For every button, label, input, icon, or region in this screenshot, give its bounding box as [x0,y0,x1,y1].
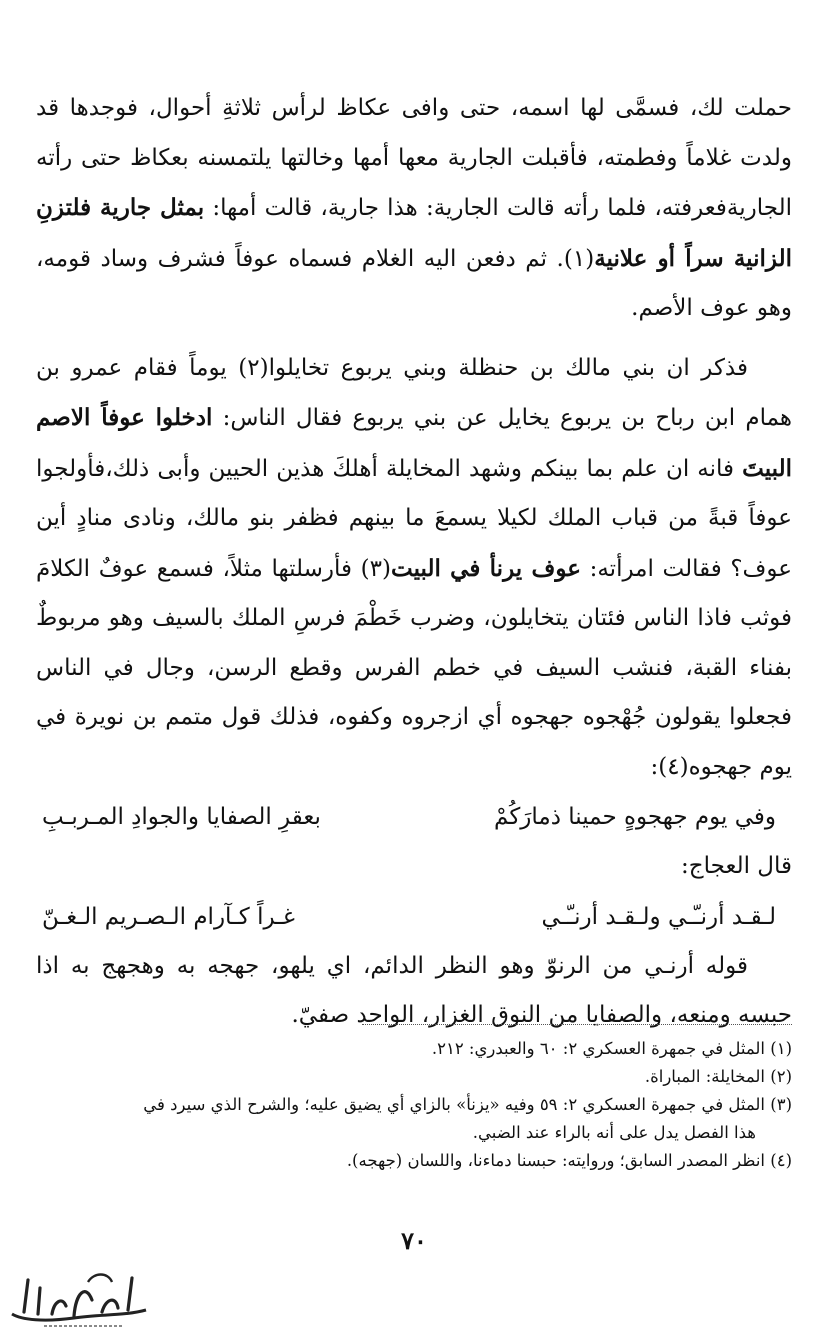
proverb-2: عوف يرنأ في البيت [390,554,581,582]
verse-2-second-hemistich: غـراً كـآرام الـصـريم الـغـنّ [42,903,295,930]
proverb-1: بمثل جارية فلتزنِ الزانية سراً أو علانية [36,194,792,272]
footnote-3-continuation: هذا الفصل يدل على أنه بالراء عند الضبي. [472,1123,756,1142]
footnotes [36,1024,792,1175]
verse-1 [36,792,792,842]
paragraph-3: قوله أرنـي من الرنوّ وهو النظر الدائم، اي يلهو، جهجه به وهجهج به اذا حبسه ومنعه، والصفايا من النوق الغزار، الواحد صفيّ. [36,952,792,1028]
footnote-2: (٢) المخايلة: المباراة. [644,1067,792,1086]
verse-1-first-hemistich: وفي يوم جهجوهٍ حمينا ذمارَكُمْ [494,804,776,830]
footnote-separator [362,1024,792,1025]
verse-2 [36,892,792,942]
footnote-1: (١) المثل في جمهرة العسكري ٢: ٦٠ والعبدري: ٢١٢. [431,1039,792,1058]
quote-bold-1: ادخلوا عوفاً الاصم البيتَ [36,404,792,482]
footnote-3: (٣) المثل في جمهرة العسكري ٢: ٥٩ وفيه «يزنأ» بالزاي أي يضيق عليه؛ والشرح الذي سيرد في [143,1095,792,1114]
paragraph-2-middle: فانه ان علم بما بينكم وشهد المخايلة أهلكَ هذين الحيين وأبى ذلك،فأولجوا عوفاً قبةً من قباب الملك لكيلا يسمعَ ما بينهم فظفر بنو مالك، ونادى منادٍ أين عوف؟ فقالت امرأته: [36,455,793,582]
main-text [36,84,792,1041]
paragraph-1-text: حملت لك، فسمَّى لها اسمه، حتى وافى عكاظ لرأس ثلاثةِ أحوال، فوجدها قد ولدت غلاماً وفطمته، فأقبلت الجارية معها أمها وخالتها يلتمسنه بعكاظ حتى رأته الجاريةفعرفته، فلما رأته قالت الجارية: هذا جارية، قالت أمها: [36,95,792,221]
paragraph-2 [36,344,792,793]
verse-2-intro: قال العجاج: [681,853,792,879]
page-number: ٧٠ [401,1226,427,1255]
verse-2-first-hemistich: لـقـد أرنـّـي ولـقـد أرنـّـي [541,903,776,930]
verse-1-second-hemistich: بعقرِ الصفايا والجوادِ المـربـبِ [42,804,321,830]
paragraph-2-end: (٣) فأرسلتها مثلاً، فسمع عوفٌ الكلامَ فوثب فاذا الناس فئتان يتخايلون، وضرب خَطْمَ فرسِ الملك بالسيف وهو مربوطٌ بفناء القبة، فنشب السيف في خطم الفرس وقطع الرسن، وجال في الناس فجعلوا يقولون جُهْجوه جهجوه أي ازجروه وكفوه، فذلك قول متمم بن نويرة في يوم جهجوه(٤): [36,555,792,780]
paragraph-2-text: فذكر ان بني مالك بن حنظلة وبني يربوع تخايلوا(٢) يوماً فقام عمرو بن همام ابن رباح بن يربوع يخايل عن بني يربوع فقال الناس: [36,354,792,431]
paragraph-1 [36,84,792,334]
paragraph-1-end: (١). ثم دفعن اليه الغلام فسماه عوفاً فشرف وساد قومه، وهو عوف الأصم. [36,245,792,321]
footnote-4: (٤) انظر المصدر السابق؛ وروايته: حبسنا دماءنا، واللسان (جهجه). [346,1151,792,1170]
calligraphy-stamp-logo [4,1262,154,1330]
